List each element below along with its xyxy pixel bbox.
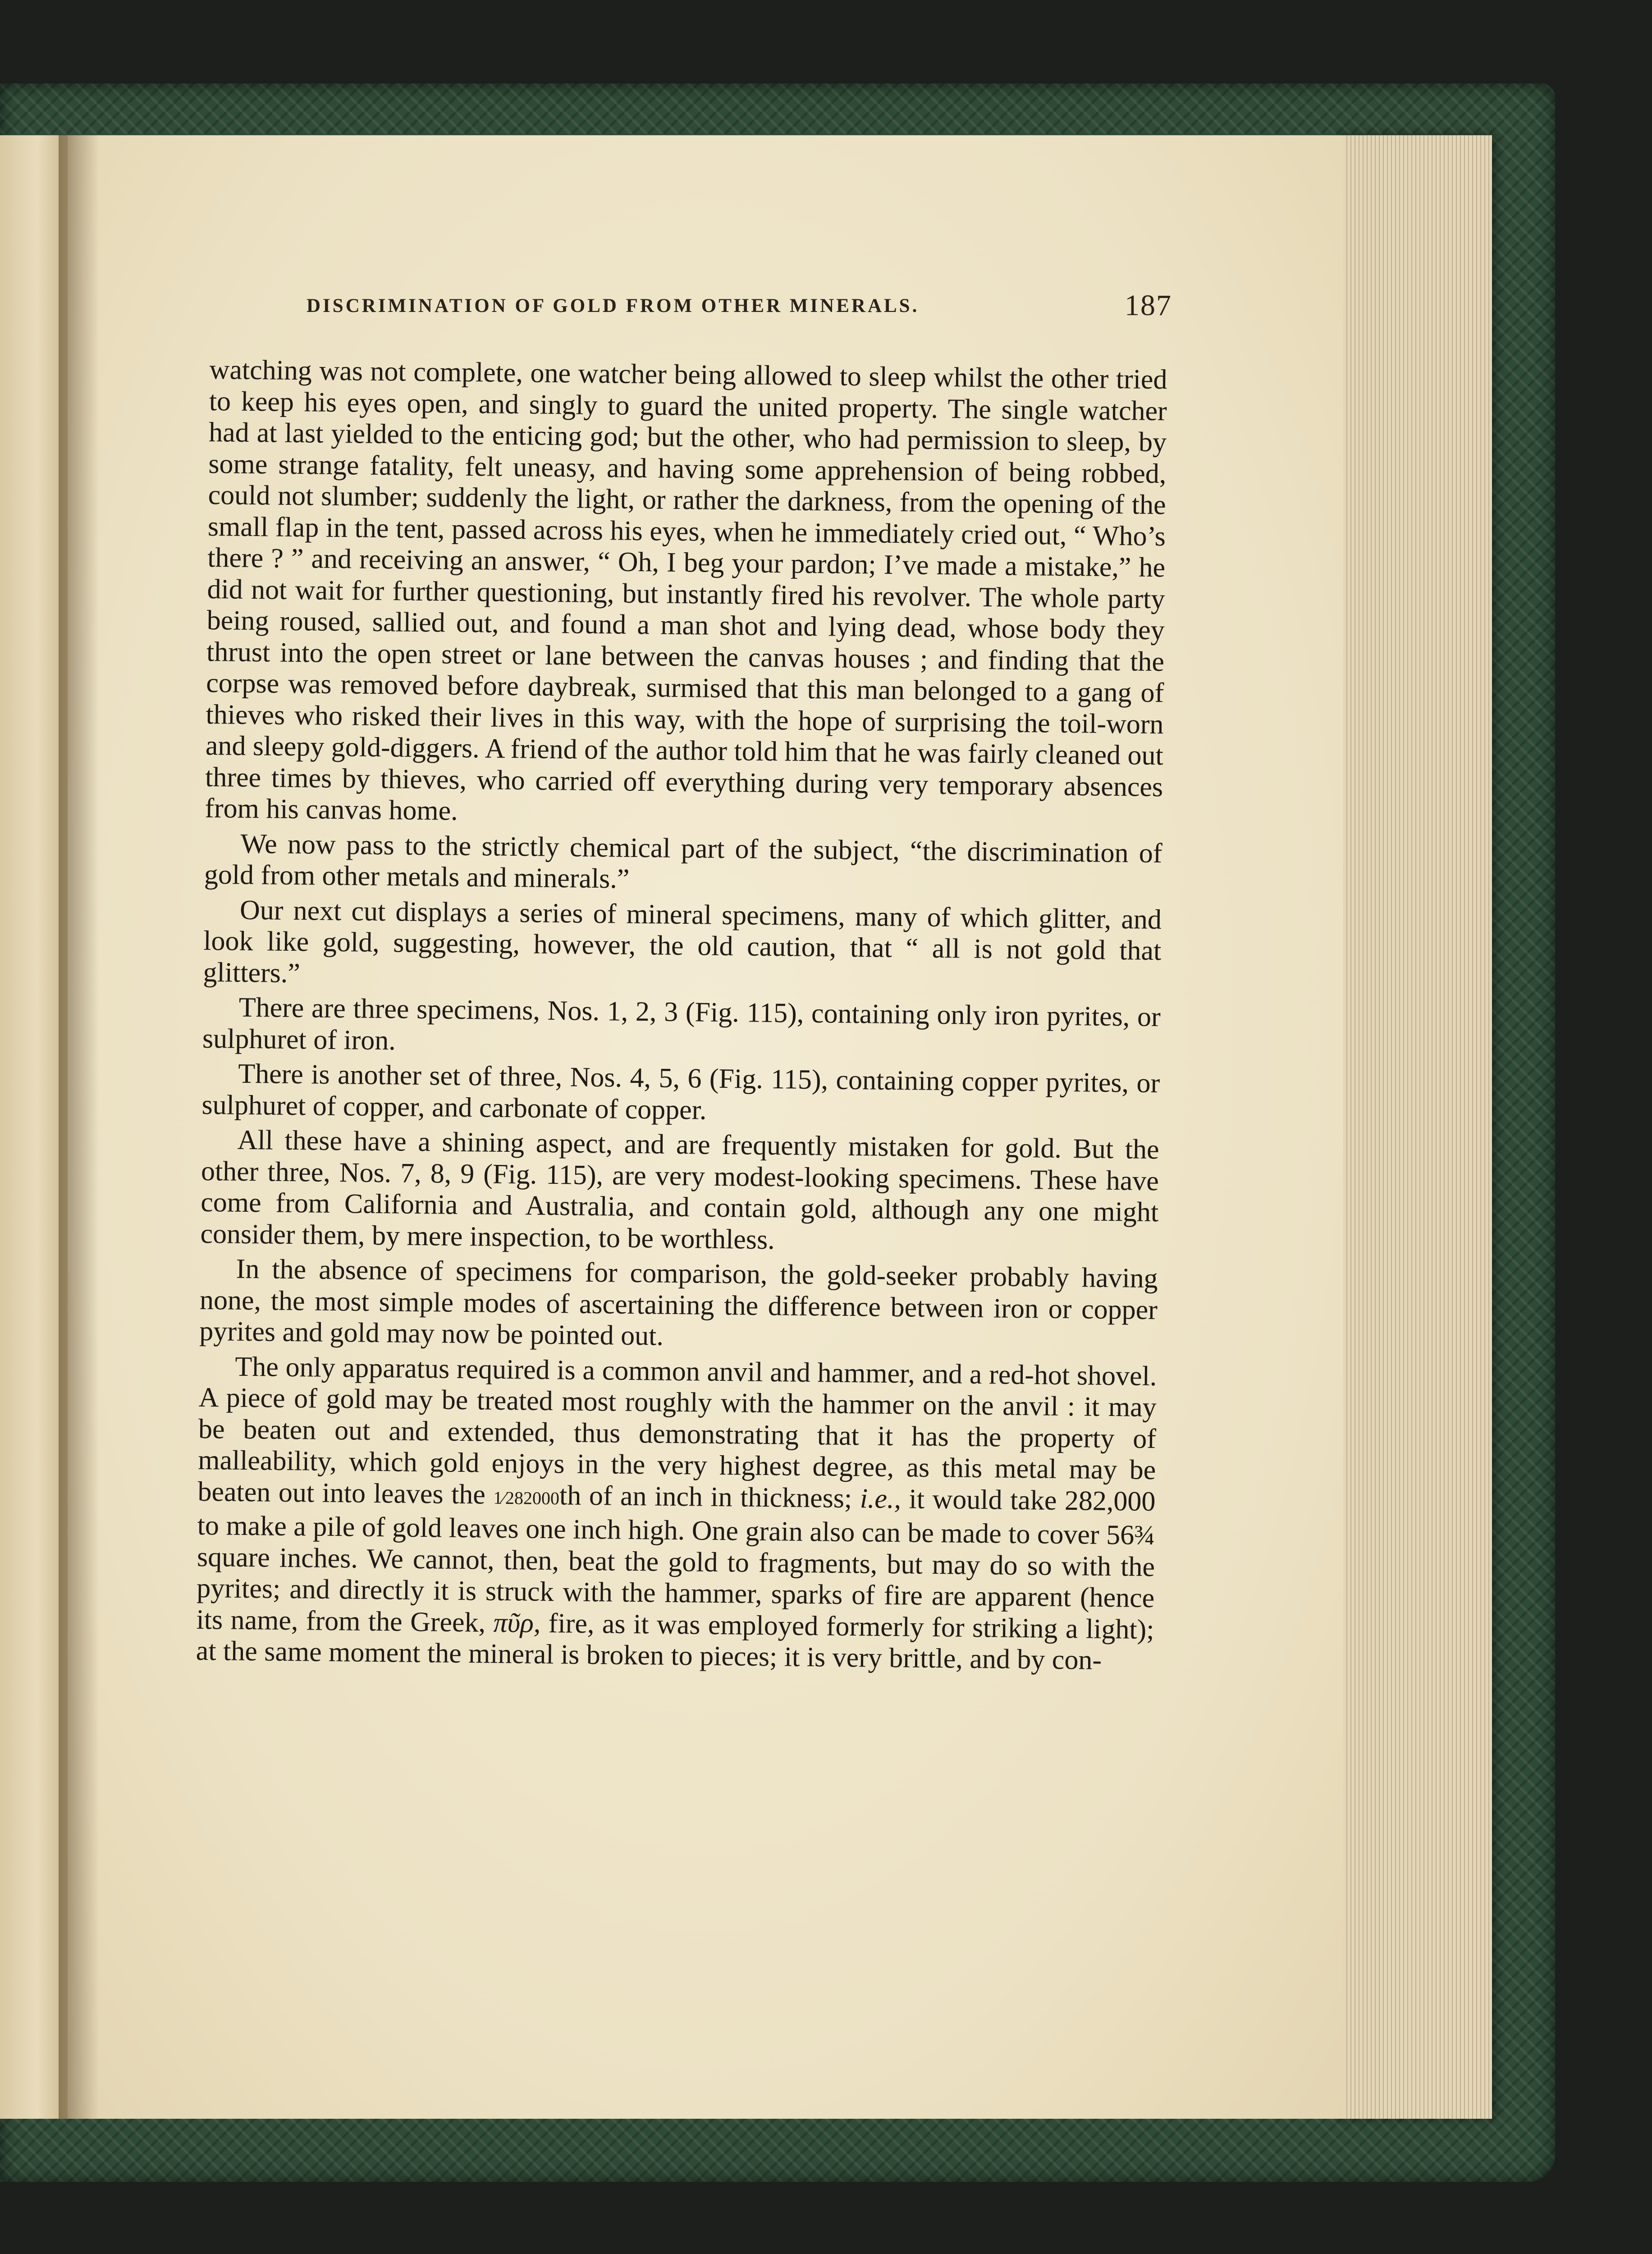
paragraph: watching was not complete, one watcher being allowed to sleep whilst the other tried to keep his eyes open, and singly to guard the united property. The single watcher had at last yielded to the enticing god; but the other, who had permission to sleep, by some strange fatality, felt uneasy, and having some apprehension of being robbed, could not slumber; suddenly the light, or rather the darkness, from the opening of the small flap in the tent, passed across his eyes, when he immediately cried out, “ Who’s there ? ” and receiving an answer, “ Oh, I beg your pardon; I’ve made a mistake,” he did not wait for further questioning, but instantly fired his revolver. The whole party being roused, sallied out, and found a man shot and lying dead, whose body they thrust into the open street or lane between the canvas houses ; and finding that the corpse was removed before daybreak, surmised that this man belonged to a gang of thieves who risked their lives in this way, with the hope of surprising the toil-worn and sleepy gold-diggers. A friend of the author told him that he was fairly cleaned out three times by thieves, who carried off everything during very temporary absences from his canvas home. bbox=[205, 354, 1167, 826]
body-text bbox=[196, 354, 1167, 1677]
paragraph: There is another set of three, Nos. 4, 5, 6 (Fig. 115), containing copper pyrites, or sulphuret of copper, and carbonate of copper. bbox=[201, 1058, 1160, 1126]
paragraph: All these have a shining aspect, and are frequently mistaken for gold. But the other three, Nos. 7, 8, 9 (Fig. 115), are very modest-looking specimens. These have come from California and Australia, and contain gold, although any one might consider them, by mere inspection, to be worthless. bbox=[200, 1124, 1159, 1255]
paragraph: There are three specimens, Nos. 1, 2, 3 (Fig. 115), containing only iron pyrites, or sulphuret of iron. bbox=[202, 992, 1161, 1056]
page-number: 187 bbox=[1125, 289, 1172, 322]
text-span: The only apparatus required is a common anvil and hammer, and a red-hot shovel. A piece of gold may be treated most roughly with the hammer on the anvil : it may be beaten out and extended, thus demonstrating that it has the property of malleability, which gold enjoys in the very highest degree, as this metal may be beaten out into leaves the bbox=[197, 1351, 1157, 1510]
paragraph: In the absence of specimens for comparison, the gold-seeker probably having none, the most simple modes of ascertaining the difference between iron or copper pyrites and gold may now be pointed out. bbox=[199, 1253, 1158, 1351]
page-gutter bbox=[59, 135, 99, 2119]
fraction: 1⁄282000 bbox=[493, 1487, 560, 1508]
page-edges bbox=[1334, 135, 1492, 2119]
paragraph-anvil-test bbox=[196, 1351, 1157, 1677]
paragraph: Our next cut displays a series of mineral specimens, many of which glitter, and look like gold, suggesting, however, the old caution, that “ all is not gold that glitters.” bbox=[203, 894, 1162, 989]
italic-abbreviation: i.e., bbox=[860, 1483, 902, 1514]
greek-word: πῦρ, bbox=[493, 1607, 541, 1639]
paragraph: We now pass to the strictly chemical part of the subject, “the discrimination of gold from other metals and minerals.” bbox=[204, 828, 1162, 894]
text-span: th of an inch in thickness; bbox=[559, 1480, 852, 1514]
text-span: it would take 282,000 to make a pile of gold leaves one inch high. One grain also can be made to cover 56¾ square inches. We cannot, then, beat the gold to fragments, but may do so with the pyrites; and directly it is struck with the hammer, sparks of fire are apparent (hence its name, from the Greek, bbox=[196, 1483, 1156, 1638]
text-span: fire, as it was employed formerly for striking a light); at the same moment the mineral is broken to pieces; it is very brittle, and by con- bbox=[196, 1608, 1154, 1676]
page-header bbox=[307, 289, 1172, 329]
running-head: DISCRIMINATION OF GOLD FROM OTHER MINERALS. bbox=[307, 295, 920, 316]
facing-page-edge bbox=[0, 135, 68, 2119]
